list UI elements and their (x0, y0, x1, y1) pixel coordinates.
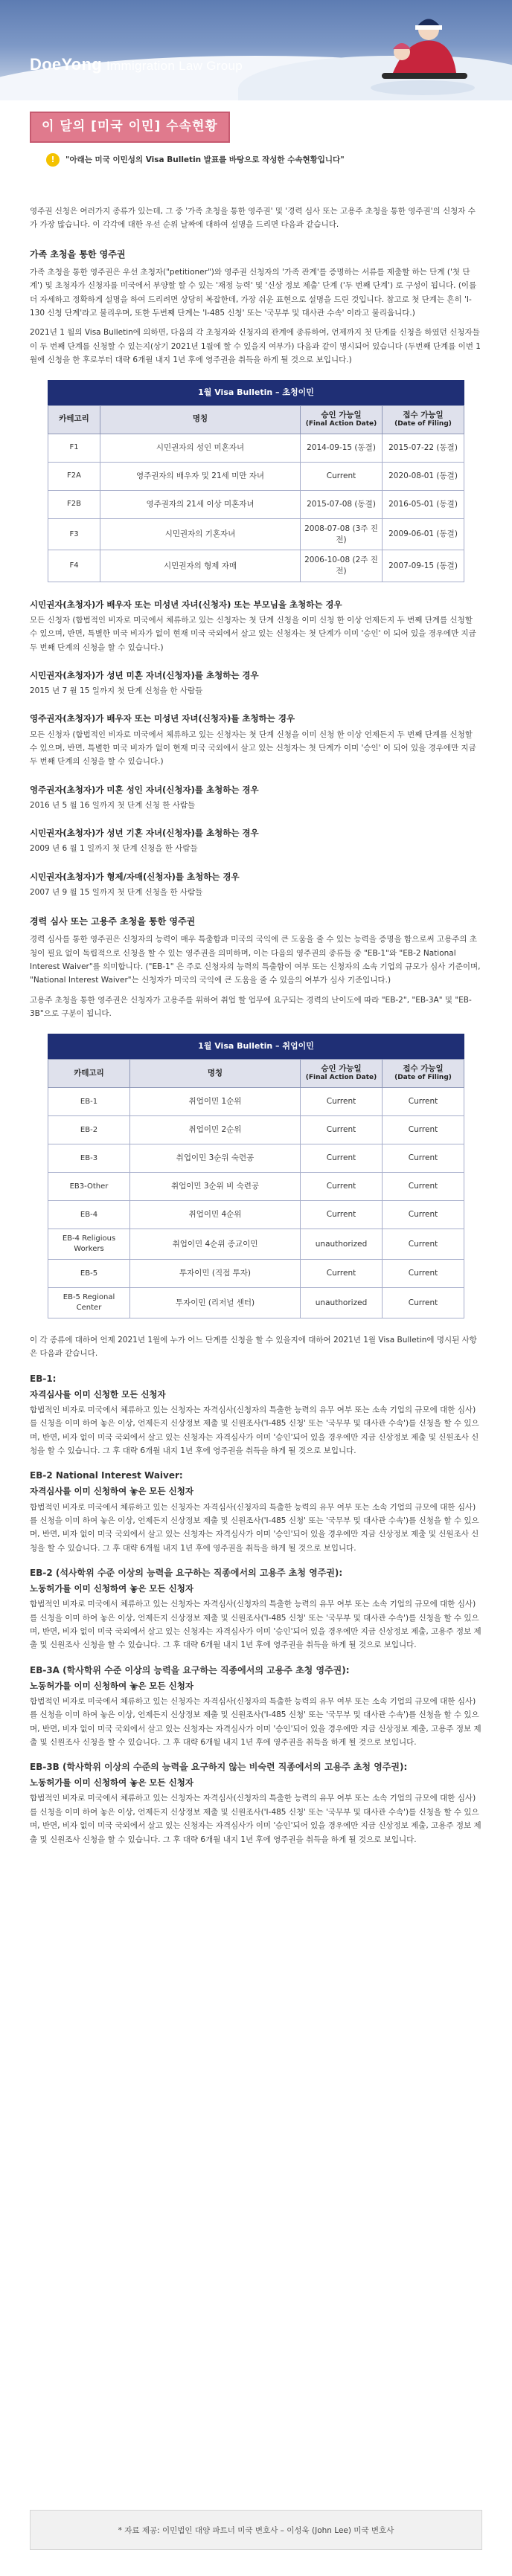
cell-final-action: Current (301, 1260, 383, 1288)
employment-paragraph-2: 고용주 초청을 통한 영주권은 신청자가 고용주를 위하여 취업 할 업무에 요구되는 경력의 난이도에 따라 "EB-2", "EB-3A" 및 "EB-3B"으로 구분이 됩니다. (30, 995, 472, 1019)
cell-filing-date: 2015-07-22 (동결) (383, 434, 464, 462)
employment-bulletin-table (48, 1034, 464, 1318)
cell-description: 취업이민 4순위 종교이민 (130, 1229, 301, 1260)
eb-section-subtitle: 노동허가를 이미 신청하여 놓은 모든 신청자 (30, 1777, 193, 1788)
family-case-heading: 영주권자(초청자)가 미혼 성인 자녀(신청자)를 초청하는 경우 (30, 784, 259, 795)
cell-final-action: 2014-09-15 (동결) (301, 434, 383, 462)
exclamation-icon: ! (46, 153, 60, 167)
eb-section-title: EB-3A (학사학위 수준 이상의 능력을 요구하는 직종에서의 고용주 초청 영주권): (30, 1664, 350, 1675)
cell-filing-date: 2020-08-01 (동결) (383, 462, 464, 490)
cell-filing-date: Current (383, 1173, 464, 1201)
cell-filing-date: Current (383, 1260, 464, 1288)
eb-section-title: EB-2 (석사학위 수준 이상의 능력을 요구하는 직종에서의 고용주 초청 영주권): (30, 1568, 343, 1579)
notice-text: "아래는 미국 이민성의 Visa Bulletin 발표를 바탕으로 작성한 수속현황입니다" (65, 155, 345, 164)
source-footer: * 자료 제공: 이민법인 대양 파트너 미국 변호사 – 이성욱 (John Lee) 미국 변호사 (30, 2510, 482, 2550)
table-row (48, 1229, 464, 1260)
cell-final-action: Current (301, 1116, 383, 1144)
article-body (30, 182, 482, 1852)
cell-description: 취업이민 3순위 비 숙련공 (130, 1173, 301, 1201)
table-row (48, 1088, 464, 1116)
cell-description: 취업이민 2순위 (130, 1116, 301, 1144)
brand-logo (30, 51, 243, 80)
col-filing-date: 접수 가능일 (Date of Filing) (383, 405, 464, 434)
eb-section-title: EB-3B (학사학위 이상의 수준의 능력을 요구하지 않는 비숙련 직종에서의 고용주 초청 영주권): (30, 1762, 408, 1773)
cell-category: F1 (48, 434, 100, 462)
family-case-text: 모든 신청자 (합법적인 비자로 미국에서 체류하고 있는 신청자는 첫 단계 신청을 이미 신청 한 이상 언제든지 두 번째 단계를 신청할 수 있으며, 반면, 특별한 미국 비자가 없이 현재 미국 국외에서 살고 있는 신청자는 첫 단계가 이미 '승인' 이 되어 있을 경우에만 지금 두 번째 단계의 신청을 할 수 있습니다.) (30, 615, 476, 652)
table-row (48, 1144, 464, 1173)
table-row (48, 550, 464, 582)
cell-final-action: Current (301, 1201, 383, 1229)
table-row (48, 518, 464, 550)
employment-paragraph-1: 경력 심사를 통한 영주권은 신청자의 능력이 매우 특출함과 미국의 국익에 큰 도움을 줄 수 있는 능력을 증명을 함으로써 고용주의 초청이 필요 없이 독립적으로 신청을 할 수 있는 영주권을 의미하며, 이는 다음의 영주권의 종류들 중 "EB-1"와 "EB-2 National Interest Waiver"를 의미합니다. ("EB-1" 은 주로 신청자의 능력의 특출함이 여부 또는 신청자의 소속 기업의 규모가 심사 기준이며, "National Interest Waiver"는 신청자가 미국의 국익에 큰 도움을 줄 수 있음의 여부가 심사 기준입니다.) (30, 935, 481, 985)
cell-category: EB3-Other (48, 1173, 130, 1201)
eb-section-text: 합법적인 비자로 미국에서 체류하고 있는 신청자는 자격심사(신청자의 특출한 능력의 유무 여부 또는 소속 기업의 규모에 대한 심사)를 신청을 이미 하여 놓은 이상, 언제든지 신상정보 제출 및 신원조사('I-485 신청' 또는 '국무부 및 대사관 수속')를 신청을 할 수 있으며, 반면, 비자 없이 미국 국외에서 살고 있는 신청자는 자격심사가 이미 '승인'되어 있을 경우에만 지금 신상정보 제출, 고용주 정보 제출 및 신원조사 신청을 할 수 있습니다. 그 후 대략 6개월 내지 1년 후에 영주권을 취득을 하게 될 것으로 보입니다. (30, 1600, 481, 1650)
eb-section-subtitle: 노동허가를 이미 신청하여 놓은 모든 신청자 (30, 1680, 193, 1691)
table-row (48, 1116, 464, 1144)
cell-description: 투자이민 (직접 투자) (130, 1260, 301, 1288)
cell-filing-date: Current (383, 1144, 464, 1173)
table-row (48, 1260, 464, 1288)
cell-category: F2B (48, 490, 100, 518)
family-table-caption: 1월 Visa Bulletin – 초청이민 (48, 380, 464, 405)
col-description: 명칭 (130, 1059, 301, 1087)
employment-intro: 이 각 종류에 대하여 언제 2021년 1월에 누가 어느 단계를 신청을 할 수 있을지에 대하여 2021년 1월 Visa Bulletin에 명시된 사항은 다음과 같습니다. (30, 1336, 477, 1359)
cell-category: EB-5 (48, 1260, 130, 1288)
cell-filing-date: 2009-06-01 (동결) (383, 518, 464, 550)
col-final-action: 승인 가능일 (Final Action Date) (301, 405, 383, 434)
cell-filing-date: Current (383, 1116, 464, 1144)
employment-table-caption: 1월 Visa Bulletin – 취업이민 (48, 1034, 464, 1058)
cell-final-action: unauthorized (301, 1288, 383, 1318)
table-row (48, 1288, 464, 1318)
cell-final-action: 2008-07-08 (3주 진전) (301, 518, 383, 550)
cell-description: 투자이민 (리저널 센터) (130, 1288, 301, 1318)
cell-final-action: Current (301, 1088, 383, 1116)
family-case-text: 2007 년 9 월 15 일까지 첫 단계 신청을 한 사람들 (30, 887, 203, 897)
intro-paragraph: 영주권 신청은 여러가지 종류가 있는데, 그 중 '가족 초청을 통한 영주권' 및 '경력 심사 또는 고용주 초청을 통한 영주권'의 신청자 수가 가장 많습니다. 이 각각에 대한 우선 순위 날짜에 대하여 설명을 드리면 다음과 같습니다. (30, 207, 476, 230)
cell-filing-date: Current (383, 1229, 464, 1260)
cell-category: EB-3 (48, 1144, 130, 1173)
sled-illustration-icon (363, 7, 475, 97)
table-row (48, 1201, 464, 1229)
cell-description: 시민권자의 기혼자녀 (100, 518, 301, 550)
employment-heading: 경력 심사 또는 고용주 초청을 통한 영주권 (30, 916, 196, 927)
col-filing-date: 접수 가능일 (Date of Filing) (383, 1059, 464, 1087)
cell-filing-date: 2016-05-01 (동결) (383, 490, 464, 518)
family-case-heading: 시민권자(초청자)가 성년 기혼 자녀(신청자)를 초청하는 경우 (30, 828, 259, 839)
cell-category: F4 (48, 550, 100, 582)
eb-section-text: 합법적인 비자로 미국에서 체류하고 있는 신청자는 자격심사(신청자의 특출한 능력의 유무 여부 또는 소속 기업의 규모에 대한 심사)를 신청을 이미 하여 놓은 이상, 언제든지 신상정보 제출 및 신원조사('I-485 신청' 또는 '국무부 및 대사관 수속')를 신청을 할 수 있으며, 반면, 비자 없이 미국 국외에서 살고 있는 신청자는 자격심사가 이미 '승인'되어 있을 경우에만 지금 신상정보 제출, 고용주 정보 제출 및 신원조사 신청을 할 수 있습니다. 그 후 대략 6개월 내지 1년 후에 영주권을 취득을 하게 될 것으로 보입니다. (30, 1794, 481, 1844)
cell-category: EB-5 Regional Center (48, 1288, 130, 1318)
cell-filing-date: Current (383, 1201, 464, 1229)
eb-section-subtitle: 노동허가를 이미 신청하여 놓은 모든 신청자 (30, 1583, 193, 1594)
cell-description: 영주권자의 배우자 및 21세 미만 자녀 (100, 462, 301, 490)
cell-final-action: 2006-10-08 (2주 진전) (301, 550, 383, 582)
cell-description: 시민권자의 형제 자매 (100, 550, 301, 582)
cell-category: EB-2 (48, 1116, 130, 1144)
eb-section-text: 합법적인 비자로 미국에서 체류하고 있는 신청자는 자격심사(신청자의 특출한 능력의 유무 여부 또는 소속 기업의 규모에 대한 심사)를 신청을 이미 하여 놓은 이상, 언제든지 신상정보 제출 및 신원조사('I-485 신청' 또는 '국무부 및 대사관 수속')를 신청을 할 수 있으며, 반면, 비자 없이 미국 국외에서 살고 있는 신청자는 자격심사가 이미 '승인'되어 있을 경우에만 지금 신상정보 제출 및 신원조사 신청을 할 수 있습니다. 그 후 대략 6개월 내지 1년 후에 영주권을 취득을 하게 될 것으로 보입니다. (30, 1502, 479, 1553)
cell-filing-date: Current (383, 1088, 464, 1116)
family-case-heading: 시민권자(초청자)가 형제/자매(신청자)를 초청하는 경우 (30, 871, 240, 882)
col-category: 카테고리 (48, 1059, 130, 1087)
eb-section-text: 합법적인 비자로 미국에서 체류하고 있는 신청자는 자격심사(신청자의 특출한 능력의 유무 여부 또는 소속 기업의 규모에 대한 심사)를 신청을 이미 하여 놓은 이상, 언제든지 신상정보 제출 및 신원조사('I-485 신청' 또는 '국무부 및 대사관 수속')를 신청을 할 수 있으며, 반면, 비자 없이 미국 국외에서 살고 있는 신청자는 자격심사가 이미 '승인'되어 있을 경우에만 지금 신상정보 제출 및 신원조사 신청을 할 수 있습니다. 그 후 대략 6개월 내지 1년 후에 영주권을 취득을 하게 될 것으로 보입니다. (30, 1405, 479, 1456)
col-category: 카테고리 (48, 405, 100, 434)
eb-section-title: EB-1: (30, 1373, 57, 1384)
cell-final-action: 2015-07-08 (동결) (301, 490, 383, 518)
cell-category: EB-4 Religious Workers (48, 1229, 130, 1260)
cell-final-action: Current (301, 1173, 383, 1201)
col-description: 명칭 (100, 405, 301, 434)
family-detail-list (30, 597, 482, 900)
family-paragraph-2: 2021년 1 월의 Visa Bulletin에 의하면, 다음의 각 초청자와 신청자의 관계에 종류하여, 언제까지 첫 단계를 신청을 하였던 신청자들이 두 번째 단계를 신청할 수 있는지(상기 2021년 1월에 할 수 있을지 여부가) 다음과 같이 명시되어 있습니다 (두번째 단계를 이번 1월에 신청을 한 후로부터 대략 6개월 내지 1년 후에 영주권을 취득을 하게 될 것으로 보입니다.) (30, 328, 481, 364)
eb-section-subtitle: 자격심사를 이미 신청한 모든 신청자 (30, 1388, 166, 1400)
notice-line (46, 153, 463, 167)
cell-description: 취업이민 3순위 숙련공 (130, 1144, 301, 1173)
cell-filing-date: Current (383, 1288, 464, 1318)
family-case-heading: 시민권자(초청자)가 배우자 또는 미성년 자녀(신청자) 또는 부모님을 초청하는 경우 (30, 599, 342, 610)
family-case-heading: 영주권자(초청자)가 배우자 또는 미성년 자녀(신청자)를 초청하는 경우 (30, 713, 295, 724)
cell-description: 영주권자의 21세 이상 미혼자녀 (100, 490, 301, 518)
cell-category: F2A (48, 462, 100, 490)
header-banner (0, 0, 512, 100)
brand-main: DoeYong (30, 55, 103, 74)
family-heading: 가족 초청을 통한 영주권 (30, 248, 126, 260)
family-case-text: 2015 년 7 월 15 일까지 첫 단계 신청을 한 사람들 (30, 686, 203, 696)
family-case-heading: 시민권자(초청자)가 성년 미혼 자녀(신청자)를 초청하는 경우 (30, 669, 259, 680)
eb-section-subtitle: 자격심사를 이미 신청하여 놓은 모든 신청자 (30, 1486, 193, 1497)
family-case-text: 2009 년 6 월 1 일까지 첫 단계 신청을 한 사람들 (30, 844, 198, 854)
cell-description: 취업이민 4순위 (130, 1201, 301, 1229)
eb-section-title: EB-2 National Interest Waiver: (30, 1470, 183, 1481)
cell-description: 시민권자의 성인 미혼자녀 (100, 434, 301, 462)
table-row (48, 434, 464, 462)
table-row (48, 1173, 464, 1201)
cell-final-action: unauthorized (301, 1229, 383, 1260)
table-row (48, 490, 464, 518)
family-case-text: 모든 신청자 (합법적인 비자로 미국에서 체류하고 있는 신청자는 첫 단계 신청을 이미 신청 한 이상 언제든지 두 번째 단계를 신청할 수 있으며, 반면, 특별한 미국 비자가 없이 현재 미국 국외에서 살고 있는 신청자는 첫 단계가 이미 '승인' 이 되어 있을 경우에만 지금 두 번째 단계의 신청을 할 수 있습니다.) (30, 730, 476, 767)
family-case-text: 2016 년 5 월 16 일까지 첫 단계 신청 한 사람들 (30, 800, 196, 810)
family-bulletin-table (48, 380, 464, 582)
cell-final-action: Current (301, 462, 383, 490)
cell-filing-date: 2007-09-15 (동결) (383, 550, 464, 582)
cell-category: EB-1 (48, 1088, 130, 1116)
page-title-banner: 이 달의 [미국 이민] 수속현황 (30, 112, 230, 143)
brand-sub: Immigration Law Group (106, 59, 243, 73)
cell-category: EB-4 (48, 1201, 130, 1229)
cell-description: 취업이민 1순위 (130, 1088, 301, 1116)
cell-category: F3 (48, 518, 100, 550)
eb-section-list (30, 1371, 482, 1846)
eb-section-text: 합법적인 비자로 미국에서 체류하고 있는 신청자는 자격심사(신청자의 특출한 능력의 유무 여부 또는 소속 기업의 규모에 대한 심사)를 신청을 이미 하여 놓은 이상, 언제든지 신상정보 제출 및 신원조사('I-485 신청' 또는 '국무부 및 대사관 수속')를 신청을 할 수 있으며, 반면, 비자 없이 미국 국외에서 살고 있는 신청자는 자격심사가 이미 '승인'되어 있을 경우에만 지금 신상정보 제출, 고용주 정보 제출 및 신원조사 신청을 할 수 있습니다. 그 후 대략 6개월 내지 1년 후에 영주권을 취득을 하게 될 것으로 보입니다. (30, 1696, 481, 1747)
family-paragraph-1: 가족 초청을 통한 영주권은 우선 초청자("petitioner")와 영주권 신청자의 '가족 관계'를 증명하는 서류를 제출할 하는 단계 ('첫 단계') 및 초청자가 신청자를 미국에서 부양할 할 수 있는 '재정 능력' 및 '신상 정보 제출' 단계 ('두 번째 단계') 로 구성이 됩니다. (이를 더 자세하고 정확하게 설명을 하여 드리려면 상당히 복잡한데, 가장 쉬운 표현으로 설명을 드린 것입니다. 참고로 첫 단계는 흔히 'I-130 신청 단계'라고 불리우며, 또한 두번째 단계는 'I-485 신청' 또는 '국무부 및 대사관 수속' 이라고 불리웁니다.) (30, 267, 477, 318)
table-row (48, 462, 464, 490)
cell-final-action: Current (301, 1144, 383, 1173)
col-final-action: 승인 가능일 (Final Action Date) (301, 1059, 383, 1087)
